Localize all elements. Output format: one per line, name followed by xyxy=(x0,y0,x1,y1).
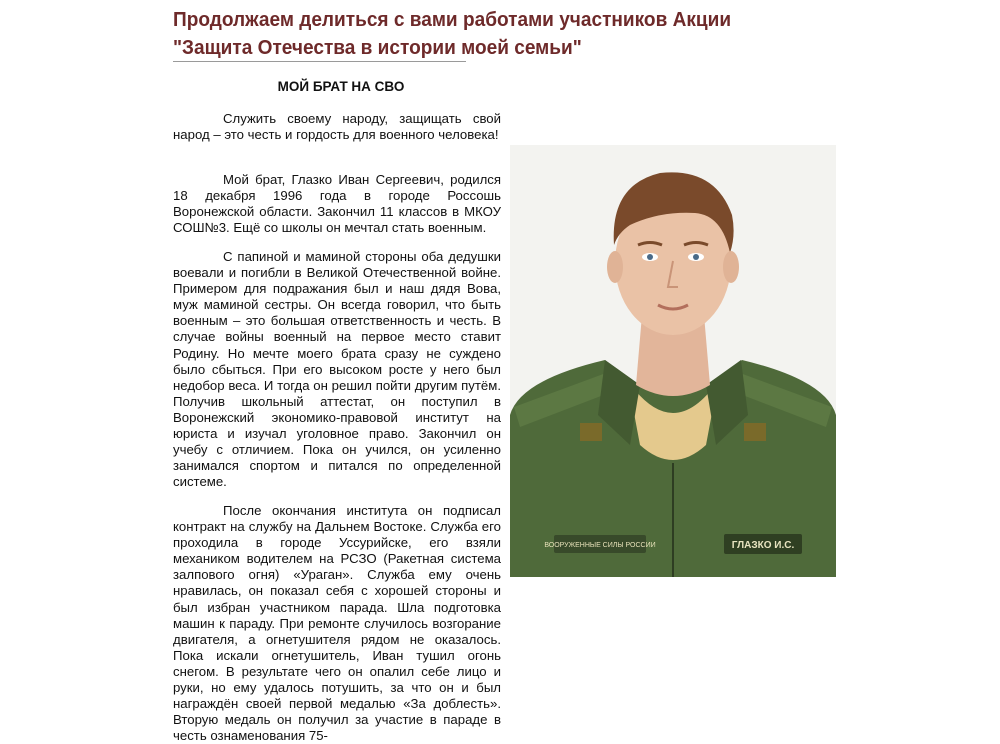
name-tag: ГЛАЗКО И.С. xyxy=(731,540,795,551)
page-title: Продолжаем делиться с вами работами участников Акции "Защита Отечества в истории моей семьи" xyxy=(173,8,732,59)
article-paragraph: Мой брат, Глазко Иван Сергеевич, родился 18 декабря 1996 года в городе Россошь Воронежской области. Закончил 11 классов в МКОУ СОШ№3. Ещё со школы он мечтал стать военным. xyxy=(173,172,501,236)
article-paragraph: Служить своему народу, защищать свой народ – это честь и гордость для военного человека! xyxy=(173,111,501,143)
article-paragraph: После окончания института он подписал контракт на службу на Дальнем Востоке. Служба его проходила в городе Уссурийске, его взяли механиком водителем на РСЗО (Ракетная система залпового огня) «Ураган». Служба ему очень нравилась, он показал себя с хорошей стороны и был избран участником парада. Шла подготовка машин к параду. При ремонте случилось возгорание двигателя, а огнетушителя рядом не оказалось. Пока искали огнетушитель, Иван тушил огонь снегом. В результате чего он опалил себе лицо и руки, но ему удалось потушить, за что он и был награждён своей первой медалью «За доблесть». Вторую медаль он получил за участие в параде в честь ознаменования 75- xyxy=(173,503,501,744)
soldier-photo xyxy=(510,145,836,577)
article-heading: МОЙ БРАТ НА СВО xyxy=(277,79,405,94)
left-chest-patch: ВООРУЖЕННЫЕ СИЛЫ РОССИИ xyxy=(544,542,656,549)
title-underline xyxy=(173,61,466,62)
article-paragraph: С папиной и маминой стороны оба дедушки воевали и погибли в Великой Отечественной войне. Примером для подражания был и наш дядя Вова, муж маминой сестры. Он всегда говорил, что быть военным – это большая ответственность и честь. В случае войны военный на первое место ставит Родину. Но мечте моего брата сразу не суждено было сбыться. При его высоком росте у него был недобор веса. И тогда он решил пойти другим путём. Получив школьный аттестат, он поступил в Воронежский экономико-правовой институт на юриста и изучал уголовное право. Закончил он учебу с отличием. Пока он учился, он усиленно занимался спортом и питался по определенной системе. xyxy=(173,249,501,490)
